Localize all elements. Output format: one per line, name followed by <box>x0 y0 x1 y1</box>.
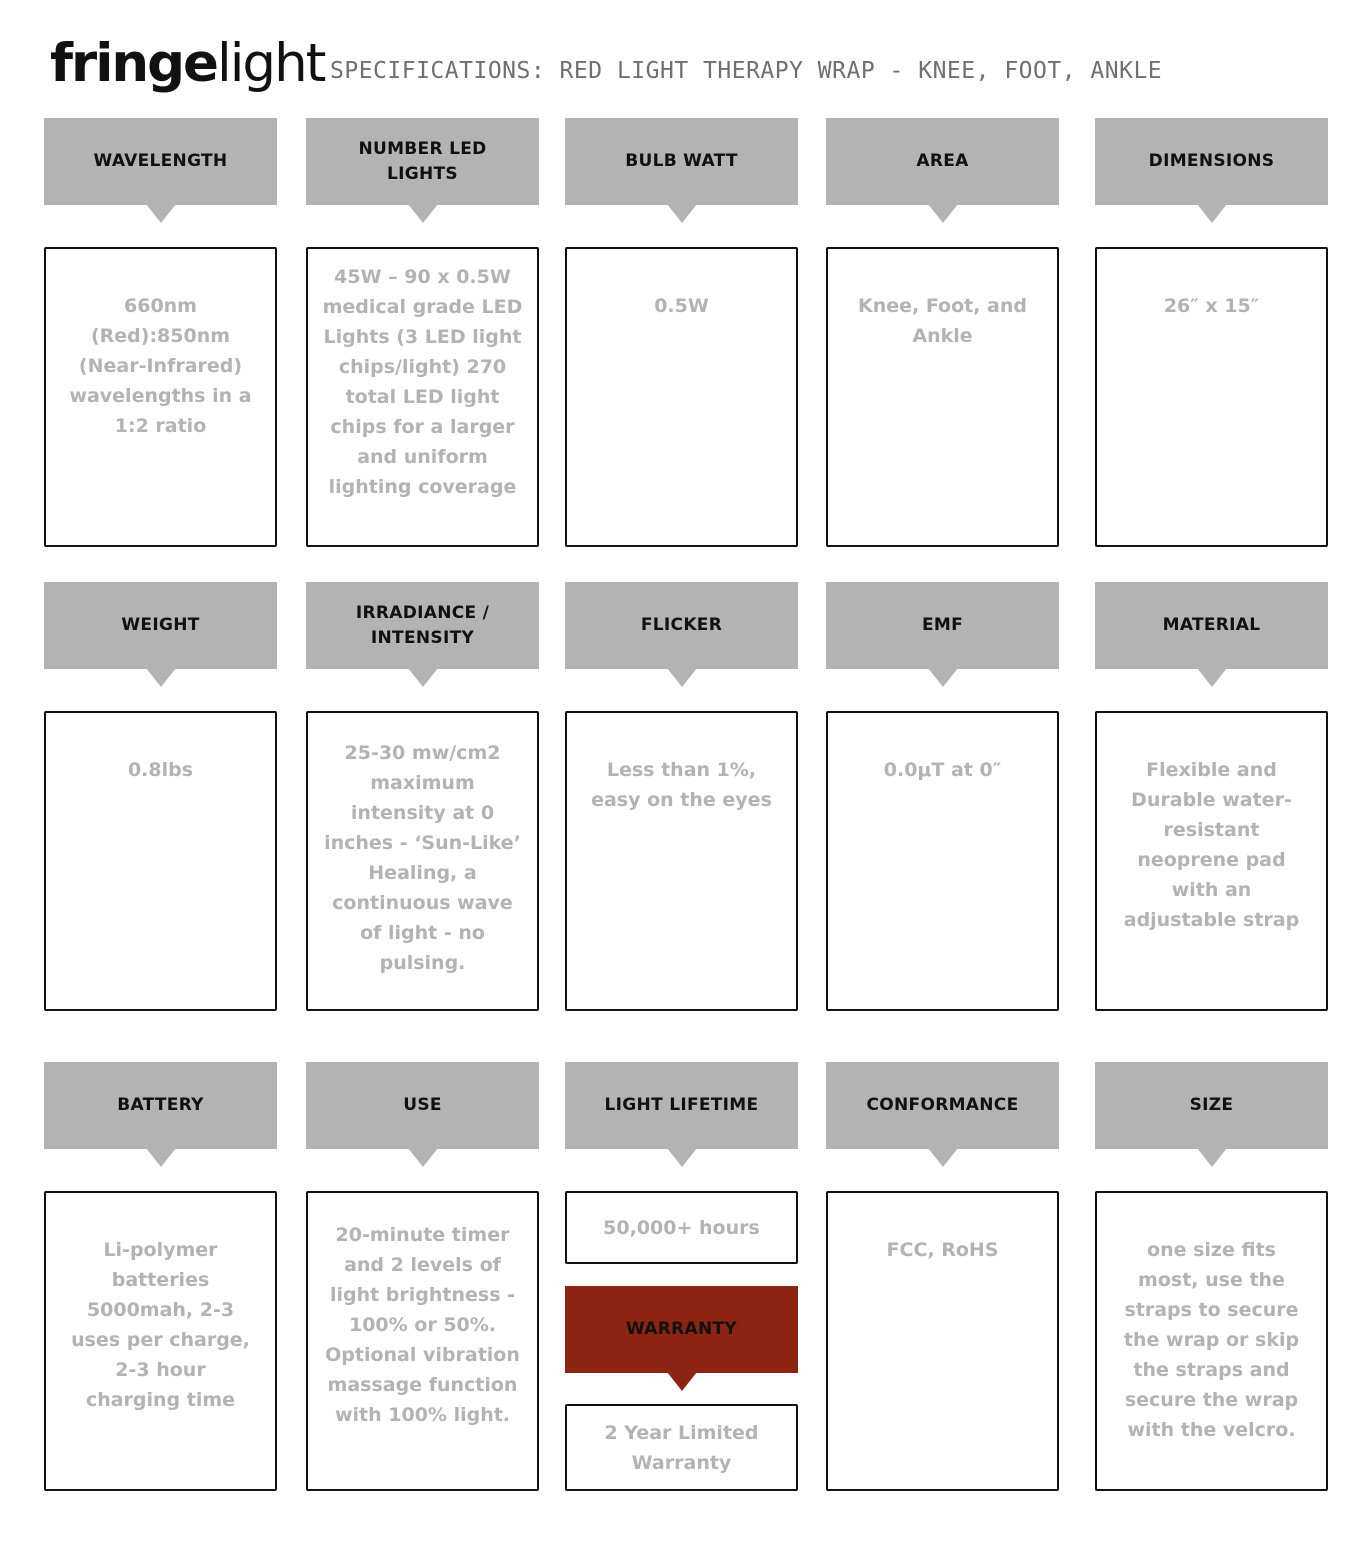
value-use: 20-minute timer and 2 levels of light brightness - 100% or 50%. Optional vibration massage function with 100% light. <box>325 1224 520 1426</box>
header-emf-label: EMF <box>921 615 964 635</box>
value-battery: Li-polymer batteries 5000mah, 2-3 uses per charge, 2-3 hour charging time <box>71 1239 250 1411</box>
header-weight <box>44 582 277 669</box>
header-size-label: SIZE <box>1189 1095 1234 1115</box>
header-warranty <box>565 1286 798 1373</box>
header-light-lifetime <box>565 1062 798 1149</box>
value-led-lights: 45W – 90 x 0.5W medical grade LED Lights (3 LED light chips/light) 270 total LED light chips for a larger and uniform lighting coverage <box>322 266 523 498</box>
header-use-label: USE <box>403 1095 442 1115</box>
value-box-conformance <box>826 1191 1059 1491</box>
header-bulb-watt <box>565 118 798 205</box>
value-box-warranty <box>565 1404 798 1491</box>
value-box-battery <box>44 1191 277 1491</box>
value-weight: 0.8lbs <box>127 759 194 781</box>
header-battery-label: BATTERY <box>117 1095 204 1115</box>
value-bulb-watt: 0.5W <box>654 295 709 317</box>
value-box-wavelength <box>44 247 277 547</box>
header-material <box>1095 582 1328 669</box>
header-size <box>1095 1062 1328 1149</box>
value-light-lifetime: 50,000+ hours <box>603 1217 760 1239</box>
value-box-led-lights <box>306 247 539 547</box>
header-wavelength-label: WAVELENGTH <box>93 151 228 171</box>
value-box-flicker <box>565 711 798 1011</box>
value-emf: 0.0μT at 0″ <box>883 759 1002 781</box>
header-flicker <box>565 582 798 669</box>
header-dimensions <box>1095 118 1328 205</box>
value-box-emf <box>826 711 1059 1011</box>
value-warranty: 2 Year Limited Warranty <box>604 1422 759 1474</box>
header-flicker-label: FLICKER <box>640 615 723 635</box>
logo-light-text: light <box>216 33 325 94</box>
header-light-lifetime-label: LIGHT LIFETIME <box>604 1095 759 1115</box>
header-warranty-label: WARRANTY <box>625 1319 737 1339</box>
value-box-bulb-watt <box>565 247 798 547</box>
value-irradiance: 25-30 mw/cm2 maximum intensity at 0 inches - ‘Sun-Like’ Healing, a continuous wave of light - no pulsing. <box>324 742 521 974</box>
value-flicker: Less than 1%, easy on the eyes <box>591 759 772 811</box>
header-material-label: MATERIAL <box>1162 615 1261 635</box>
value-size: one size fits most, use the straps to secure the wrap or skip the straps and secure the wrap with the velcro. <box>1123 1239 1300 1441</box>
header-use <box>306 1062 539 1149</box>
header-area-label: AREA <box>916 151 969 171</box>
header-irradiance-label: IRRADIANCE / INTENSITY <box>355 602 490 648</box>
value-material: Flexible and Durable water-resistant neoprene pad with an adjustable strap <box>1123 759 1300 931</box>
value-area: Knee, Foot, and Ankle <box>857 295 1028 347</box>
header-battery <box>44 1062 277 1149</box>
header-area <box>826 118 1059 205</box>
header-emf <box>826 582 1059 669</box>
value-wavelength: 660nm (Red):850nm (Near-Infrared) wavelengths in a 1:2 ratio <box>69 295 252 437</box>
value-conformance: FCC, RoHS <box>886 1239 999 1261</box>
header-dimensions-label: DIMENSIONS <box>1148 151 1275 171</box>
value-box-area <box>826 247 1059 547</box>
header-weight-label: WEIGHT <box>121 615 200 635</box>
brand-logo <box>50 34 324 94</box>
value-box-use <box>306 1191 539 1491</box>
value-box-light-lifetime <box>565 1191 798 1264</box>
value-box-dimensions <box>1095 247 1328 547</box>
value-box-size <box>1095 1191 1328 1491</box>
header-irradiance <box>306 582 539 669</box>
header-led-lights <box>306 118 539 205</box>
header-wavelength <box>44 118 277 205</box>
header-led-lights-label: NUMBER LED LIGHTS <box>358 138 487 184</box>
value-box-weight <box>44 711 277 1011</box>
value-box-material <box>1095 711 1328 1011</box>
value-box-irradiance <box>306 711 539 1011</box>
header-conformance-label: CONFORMANCE <box>866 1095 1019 1115</box>
value-dimensions: 26″ x 15″ <box>1163 295 1260 317</box>
page-title: SPECIFICATIONS: RED LIGHT THERAPY WRAP - KNEE, FOOT, ANKLE <box>330 58 1163 84</box>
header-bulb-watt-label: BULB WATT <box>625 151 738 171</box>
logo-bold-text: fringe <box>50 33 217 94</box>
header-conformance <box>826 1062 1059 1149</box>
